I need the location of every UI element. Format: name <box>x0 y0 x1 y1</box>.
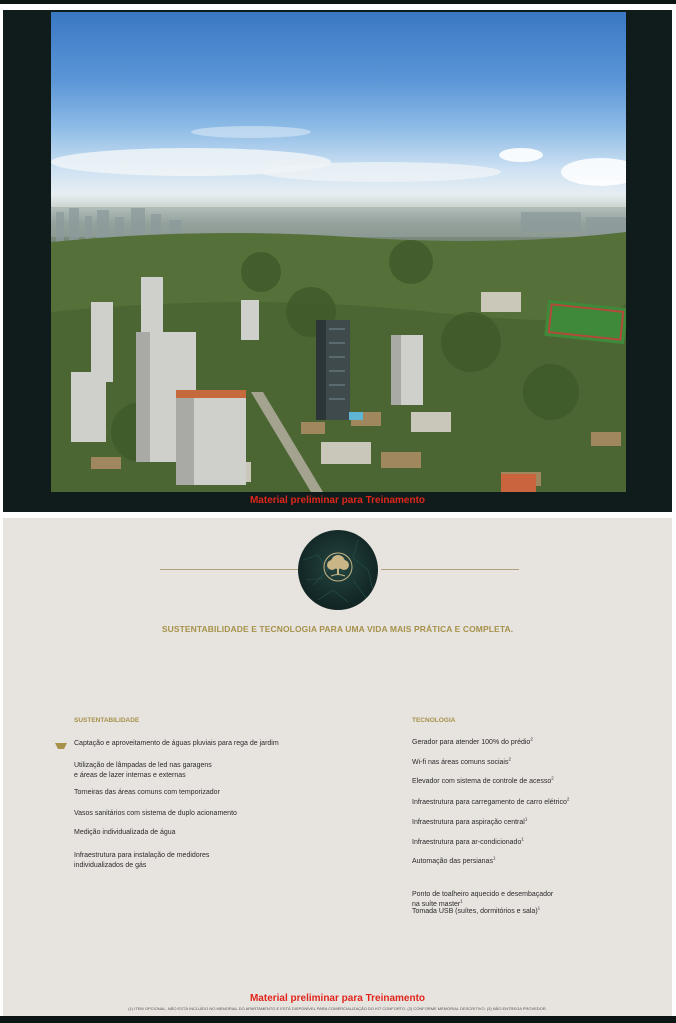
technology-item-text: Infraestrutura para ar-condicionado <box>412 839 522 846</box>
technology-item-ev-charging <box>412 798 642 808</box>
technology-item-text: Gerador para atender 100% do prédio <box>412 739 531 746</box>
footnote-text: (1) ITEM OPCIONAL, NÃO ESTÁ INCLUÍDO NO MEMORIAL DO APARTAMENTO E ESTÁ DISPONÍVEL PARA COMERCIALIZAÇÃO DO KIT CONFORTO. (2) CONFORME MEMORIAL DESCRITIVO. (3) NÃO ENTREGA PROVEDOR. <box>128 1006 547 1011</box>
divider-left <box>160 569 298 570</box>
aerial-city-illustration <box>51 12 626 492</box>
footnote-ref: 1 <box>524 816 528 822</box>
footnote-ref: 1 <box>460 898 463 904</box>
divider-right <box>381 569 519 570</box>
bowl-bullet-icon <box>55 742 67 750</box>
technology-item-elevator <box>412 777 642 787</box>
page-headline: SUSTENTABILIDADE E TECNOLOGIA PARA UMA VIDA MAIS PRÁTICA E COMPLETA. <box>161 624 514 634</box>
page-2 <box>3 518 672 1016</box>
footnote-ref: 1 <box>492 855 496 861</box>
sustainability-item-led: Utilização de lâmpadas de led nas garagens e áreas de lazer internas e externas <box>74 762 212 779</box>
training-material-label: Material preliminar para Treinamento <box>249 495 426 506</box>
sustainability-item-water-meter: Medição individualizada de água <box>74 829 176 836</box>
technology-title: TECNOLOGIA <box>412 717 456 724</box>
training-material-label: Material preliminar para Treinamento <box>249 993 426 1004</box>
technology-item-air-conditioning <box>412 838 642 848</box>
technology-item-wifi <box>412 758 642 768</box>
sustainability-item-faucets: Torneiras das áreas comuns com temporizador <box>74 789 220 796</box>
technology-item-generator <box>412 738 642 748</box>
technology-item-towel-rack <box>412 880 642 910</box>
technology-item-text: Elevador com sistema de controle de acesso <box>412 778 552 785</box>
technology-item-usb <box>412 907 642 917</box>
footnote-ref: 1 <box>537 905 541 911</box>
technology-item-text: Tomada USB (suítes, dormitórios e sala) <box>412 908 538 915</box>
footnote-ref: 1 <box>521 836 524 842</box>
technology-item-text: Infraestrutura para carregamento de carro elétrico <box>412 799 567 806</box>
technology-item-central-vacuum <box>412 818 642 828</box>
technology-item-blinds <box>412 857 642 867</box>
sustainability-item-rainwater: Captação e aproveitamento de águas pluviais para rega de jardim <box>74 740 279 747</box>
technology-item-text: Infraestrutura para aspiração central <box>412 819 525 826</box>
page-1 <box>3 10 672 512</box>
bottom-edge-strip <box>0 1016 676 1023</box>
sustainability-item-toilets: Vasos sanitários com sistema de duplo acionamento <box>74 810 237 817</box>
sustainability-item-gas-meter: Infraestrutura para instalação de medidores individualizados de gás <box>74 852 210 869</box>
footnote-ref: 2 <box>530 736 533 742</box>
footnote-ref: 2 <box>566 796 570 802</box>
sustainability-title: SUSTENTABILIDADE <box>74 717 140 724</box>
technology-item-text: Ponto de toalheiro aquecido e desembaçador na suíte master <box>412 891 554 908</box>
technology-item-text: Automação das persianas <box>412 858 493 865</box>
technology-item-text: Wi-fi nas áreas comuns sociais <box>412 759 509 766</box>
tree-emblem-icon <box>298 530 378 610</box>
aerial-city-photo <box>51 12 626 492</box>
footnote-ref: 2 <box>551 775 554 781</box>
top-edge-strip <box>0 0 676 4</box>
footnote-ref: 2 <box>508 756 511 762</box>
